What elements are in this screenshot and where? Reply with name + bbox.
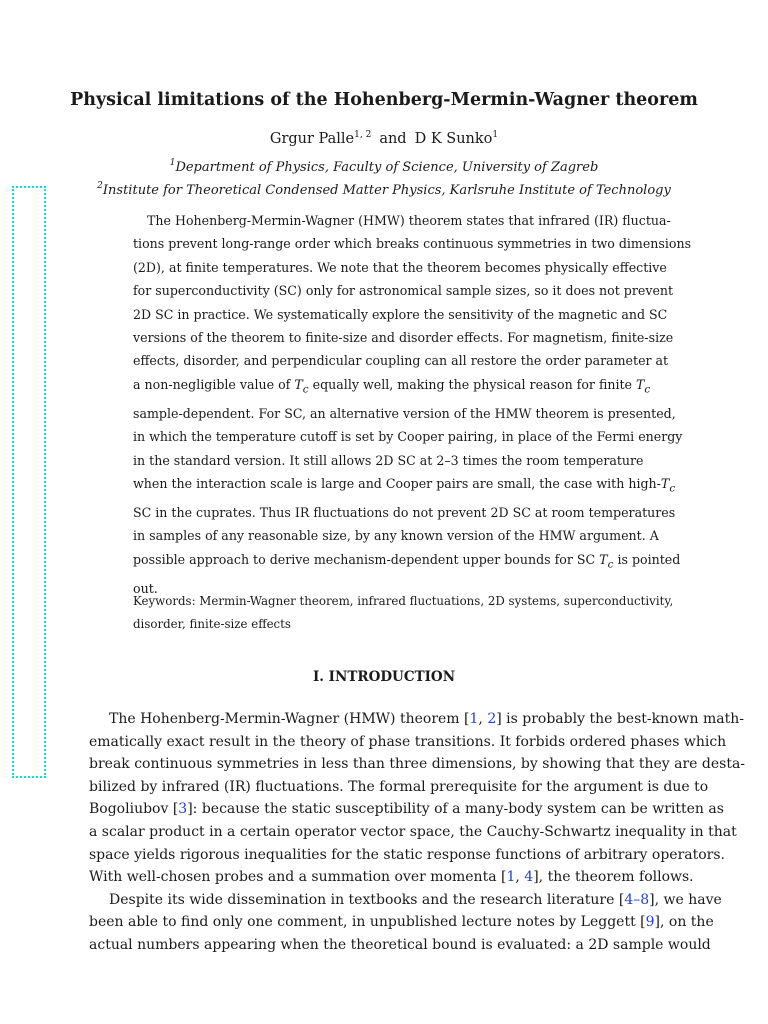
- abstract-text: possible approach to derive mechanism-dependent upper bounds for SC: [133, 551, 600, 567]
- abstract-text: equally well, making the physical reason for finite: [308, 376, 637, 392]
- tc-symbol: $T_c$: [294, 376, 309, 396]
- author-name: Grgur Palle: [269, 131, 355, 147]
- body-line: a scalar product in a certain operator vector space, the Cauchy-Schwartz inequality in that: [89, 823, 737, 840]
- body-line: With well-chosen probes and a summation over momenta [1, 4], the theorem follows.: [89, 869, 694, 886]
- body-line: actual numbers appearing when the theoretical bound is evaluated: a 2D sample would: [89, 936, 711, 953]
- author-conjunction: and: [379, 131, 407, 147]
- abstract-line: tions prevent long-range order which breaks continuous symmetries in two dimensions: [133, 236, 692, 252]
- tc-symbol: $T_c$: [660, 475, 676, 495]
- abstract-line: effects, disorder, and perpendicular coupling can all restore the order parameter at: [133, 353, 669, 369]
- body-line: been able to find only one comment, in unpublished lecture notes by Leggett [9], on the: [89, 914, 714, 931]
- abstract-line: (2D), at finite temperatures. We note that the theorem becomes physically effective: [133, 259, 667, 275]
- arxiv-stamp-border: [12, 186, 46, 778]
- body-line: break continuous symmetries in less than three dimensions, by showing that they are desta-: [89, 756, 746, 773]
- body-line: Despite its wide dissemination in textbooks and the research literature [4–8], we have: [109, 891, 722, 908]
- author-list: [0, 129, 768, 149]
- affiliation-marker: 2: [97, 181, 103, 191]
- abstract: [133, 209, 692, 600]
- affiliation: [0, 159, 768, 177]
- affiliation-marker: 1: [169, 158, 176, 168]
- abstract-line: [133, 548, 681, 577]
- abstract-line: [133, 472, 676, 501]
- citation-link[interactable]: 4: [524, 869, 534, 886]
- keywords-line: Keywords: Mermin-Wagner theorem, infrared fluctuations, 2D systems, superconductivity,: [133, 594, 674, 608]
- citation-link[interactable]: 1: [506, 869, 516, 886]
- abstract-line: for superconductivity (SC) only for astronomical sample sizes, so it does not prevent: [133, 283, 674, 299]
- introduction-body: [89, 708, 746, 957]
- body-line: Bogoliubov [3]: because the static susceptibility of a many-body system can be written as: [89, 801, 724, 818]
- abstract-line: SC in the cuprates. Thus IR fluctuations do not prevent 2D SC at room temperatures: [133, 504, 676, 520]
- abstract-line: sample-dependent. For SC, an alternative version of the HMW theorem is presented,: [133, 405, 676, 421]
- abstract-text: is pointed: [613, 551, 681, 567]
- abstract-line: [133, 373, 651, 402]
- author-affiliation-marker: 1: [492, 130, 499, 140]
- affiliation-text: Institute for Theoretical Condensed Matter Physics, Karlsruhe Institute of Technology: [102, 183, 671, 198]
- citation-link[interactable]: 9: [645, 914, 655, 931]
- author-name: D K Sunko: [414, 131, 493, 147]
- abstract-line: 2D SC in practice. We systematically explore the sensitivity of the magnetic and SC: [133, 306, 668, 322]
- citation-link[interactable]: 3: [178, 801, 188, 818]
- keywords-line: disorder, finite-size effects: [133, 617, 291, 631]
- body-line: space yields rigorous inequalities for the static response functions of arbitrary operators.: [89, 846, 725, 863]
- body-line: bilized by infrared (IR) fluctuations. The formal prerequisite for the argument is due to: [89, 778, 709, 795]
- author-affiliation-marker: 1, 2: [354, 130, 372, 140]
- citation-link[interactable]: 4–8: [624, 891, 650, 908]
- body-line: ematically exact result in the theory of phase transitions. It forbids ordered phases which: [89, 733, 727, 750]
- abstract-text: a non-negligible value of: [133, 376, 295, 392]
- abstract-line: in the standard version. It still allows 2D SC at 2–3 times the room temperature: [133, 452, 644, 468]
- tc-symbol: $T_c$: [599, 551, 614, 571]
- affiliation-text: Department of Physics, Faculty of Science, University of Zagreb: [175, 160, 599, 175]
- section-heading: I. INTRODUCTION: [312, 669, 456, 685]
- abstract-line: in which the temperature cutoff is set by Cooper pairing, in place of the Fermi energy: [133, 429, 683, 445]
- citation-link[interactable]: 1: [469, 711, 479, 727]
- body-line: The Hohenberg-Mermin-Wagner (HMW) theorem [1, 2] is probably the best-known math-: [109, 711, 744, 727]
- tc-symbol: $T_c$: [636, 376, 651, 396]
- abstract-line: out.: [133, 580, 158, 596]
- paper-title: Physical limitations of the Hohenberg-Mermin-Wagner theorem: [70, 90, 698, 110]
- abstract-text: when the interaction scale is large and Cooper pairs are small, the case with high-: [133, 475, 661, 491]
- abstract-line: in samples of any reasonable size, by any known version of the HMW argument. A: [133, 528, 659, 544]
- abstract-line: The Hohenberg-Mermin-Wagner (HMW) theorem states that infrared (IR) fluctua-: [147, 213, 671, 228]
- abstract-line: versions of the theorem to finite-size and disorder effects. For magnetism, finite-size: [133, 330, 674, 346]
- affiliation: [0, 182, 768, 200]
- keywords: [133, 590, 674, 636]
- citation-link[interactable]: 2: [487, 711, 497, 727]
